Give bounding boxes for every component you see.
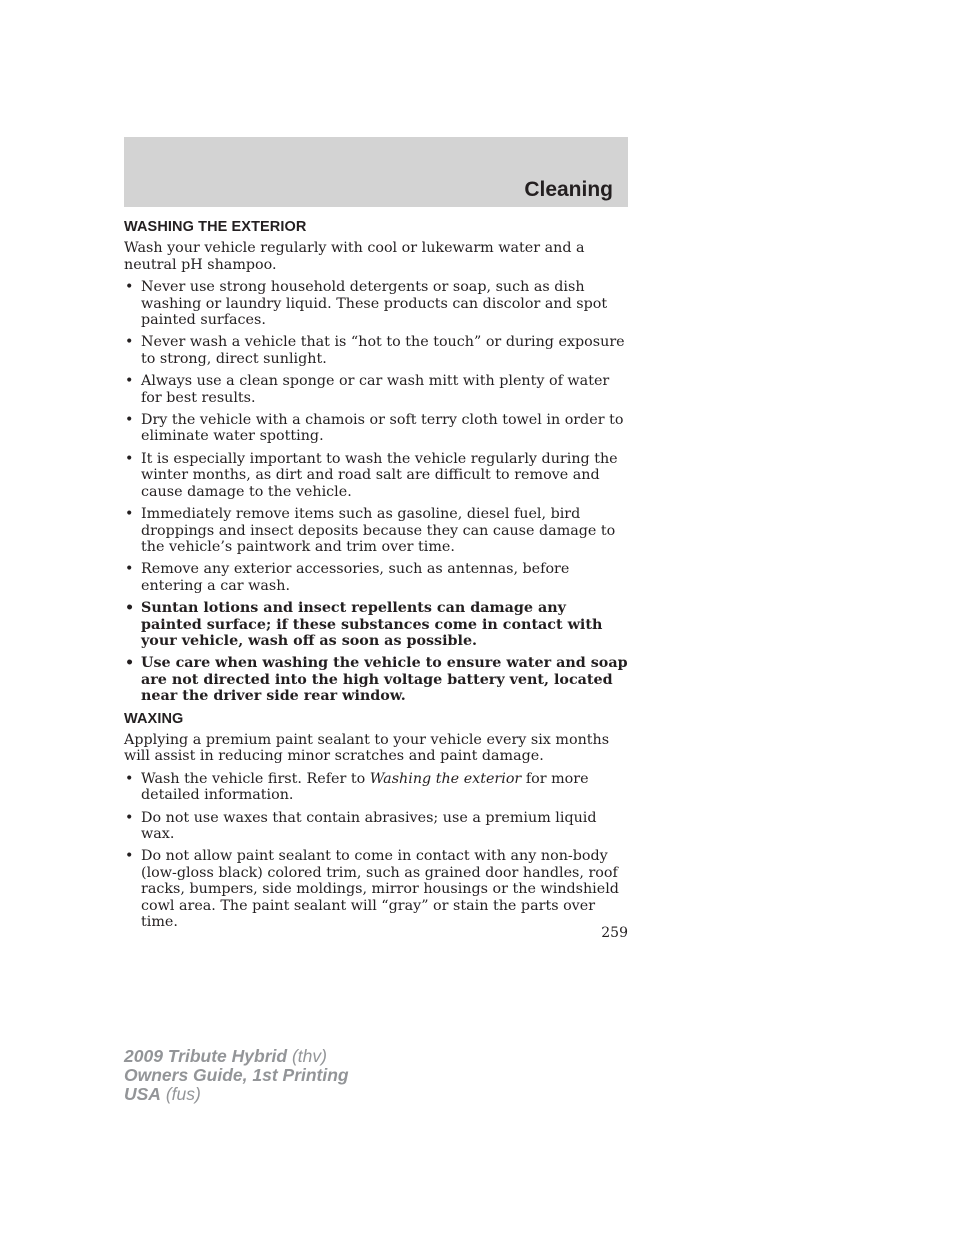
- bullet-icon: •: [125, 450, 134, 467]
- bullet-icon: •: [125, 334, 134, 351]
- bullet-icon: •: [125, 506, 134, 523]
- bullet-icon: •: [125, 809, 134, 826]
- bullet-icon: •: [125, 848, 134, 865]
- list-item: • Immediately remove items such as gasoline, diesel fuel, bird droppings and insect deposits because they can cause damage to the vehicle’s paintwork and trim over time.: [125, 506, 616, 555]
- bullet-icon: •: [125, 655, 135, 672]
- list-item: • Do not use waxes that contain abrasives; use a premium liquid wax.: [125, 809, 597, 842]
- list-item: • Never wash a vehicle that is “hot to the touch” or during exposure to strong, direct sunlight.: [125, 334, 625, 367]
- bullet-icon: •: [125, 561, 134, 578]
- page-number: 259: [601, 925, 628, 941]
- page-content: [124, 219, 628, 936]
- cross-reference: Washing the exterior: [369, 770, 522, 787]
- bullet-icon: •: [125, 373, 134, 390]
- list-item: • Wash the vehicle first. Refer to Washing the exterior for more detailed information.: [125, 770, 589, 804]
- section-title: Cleaning: [524, 178, 613, 201]
- waxing-section: [124, 711, 628, 931]
- warning-list-item: • Suntan lotions and insect repellents can damage any painted surface; if these substances come in contact with your vehicle, wash off as soon as possible.: [125, 600, 603, 649]
- washing-heading: WASHING THE EXTERIOR: [124, 219, 307, 235]
- footer-line-3: USA (fus): [124, 1084, 201, 1104]
- waxing-intro: Applying a premium paint sealant to your vehicle every six months will assist in reducing minor scratches and paint damage.: [124, 731, 610, 765]
- bullet-icon: •: [125, 412, 134, 429]
- waxing-bullet-list: [124, 771, 628, 931]
- waxing-heading: WAXING: [124, 710, 184, 727]
- list-item: • Always use a clean sponge or car wash mitt with plenty of water for best results.: [125, 373, 610, 406]
- bullet-icon: •: [125, 279, 134, 296]
- washing-bullet-list: [124, 279, 628, 704]
- document-footer: [124, 1047, 349, 1104]
- washing-intro: Wash your vehicle regularly with cool or lukewarm water and a neutral pH shampoo.: [124, 240, 585, 273]
- footer-line-2: Owners Guide, 1st Printing: [124, 1065, 349, 1085]
- footer-line-1: 2009 Tribute Hybrid (thv): [124, 1046, 327, 1066]
- warning-list-item: • Use care when washing the vehicle to ensure water and soap are not directed into the high voltage battery vent, located near the driver side rear window.: [125, 655, 628, 705]
- bullet-icon: •: [125, 770, 134, 787]
- list-item: • It is especially important to wash the vehicle regularly during the winter months, as dirt and road salt are difficult to remove and cause damage to the vehicle.: [125, 450, 618, 500]
- section-header-band: [124, 137, 628, 207]
- list-item: • Do not allow paint sealant to come in contact with any non-body (low-gloss black) colored trim, such as grained door handles, roof racks, bumpers, side moldings, mirror housings or the windshield cowl area. The paint sealant will “gray” or stain the parts over time.: [125, 848, 619, 931]
- bullet-icon: •: [125, 600, 135, 617]
- list-item: • Never use strong household detergents or soap, such as dish washing or laundry liquid. These products can discolor and spot painted surfaces.: [125, 279, 608, 329]
- list-item: • Dry the vehicle with a chamois or soft terry cloth towel in order to eliminate water spotting.: [125, 412, 624, 445]
- list-item: • Remove any exterior accessories, such as antennas, before entering a car wash.: [125, 561, 570, 594]
